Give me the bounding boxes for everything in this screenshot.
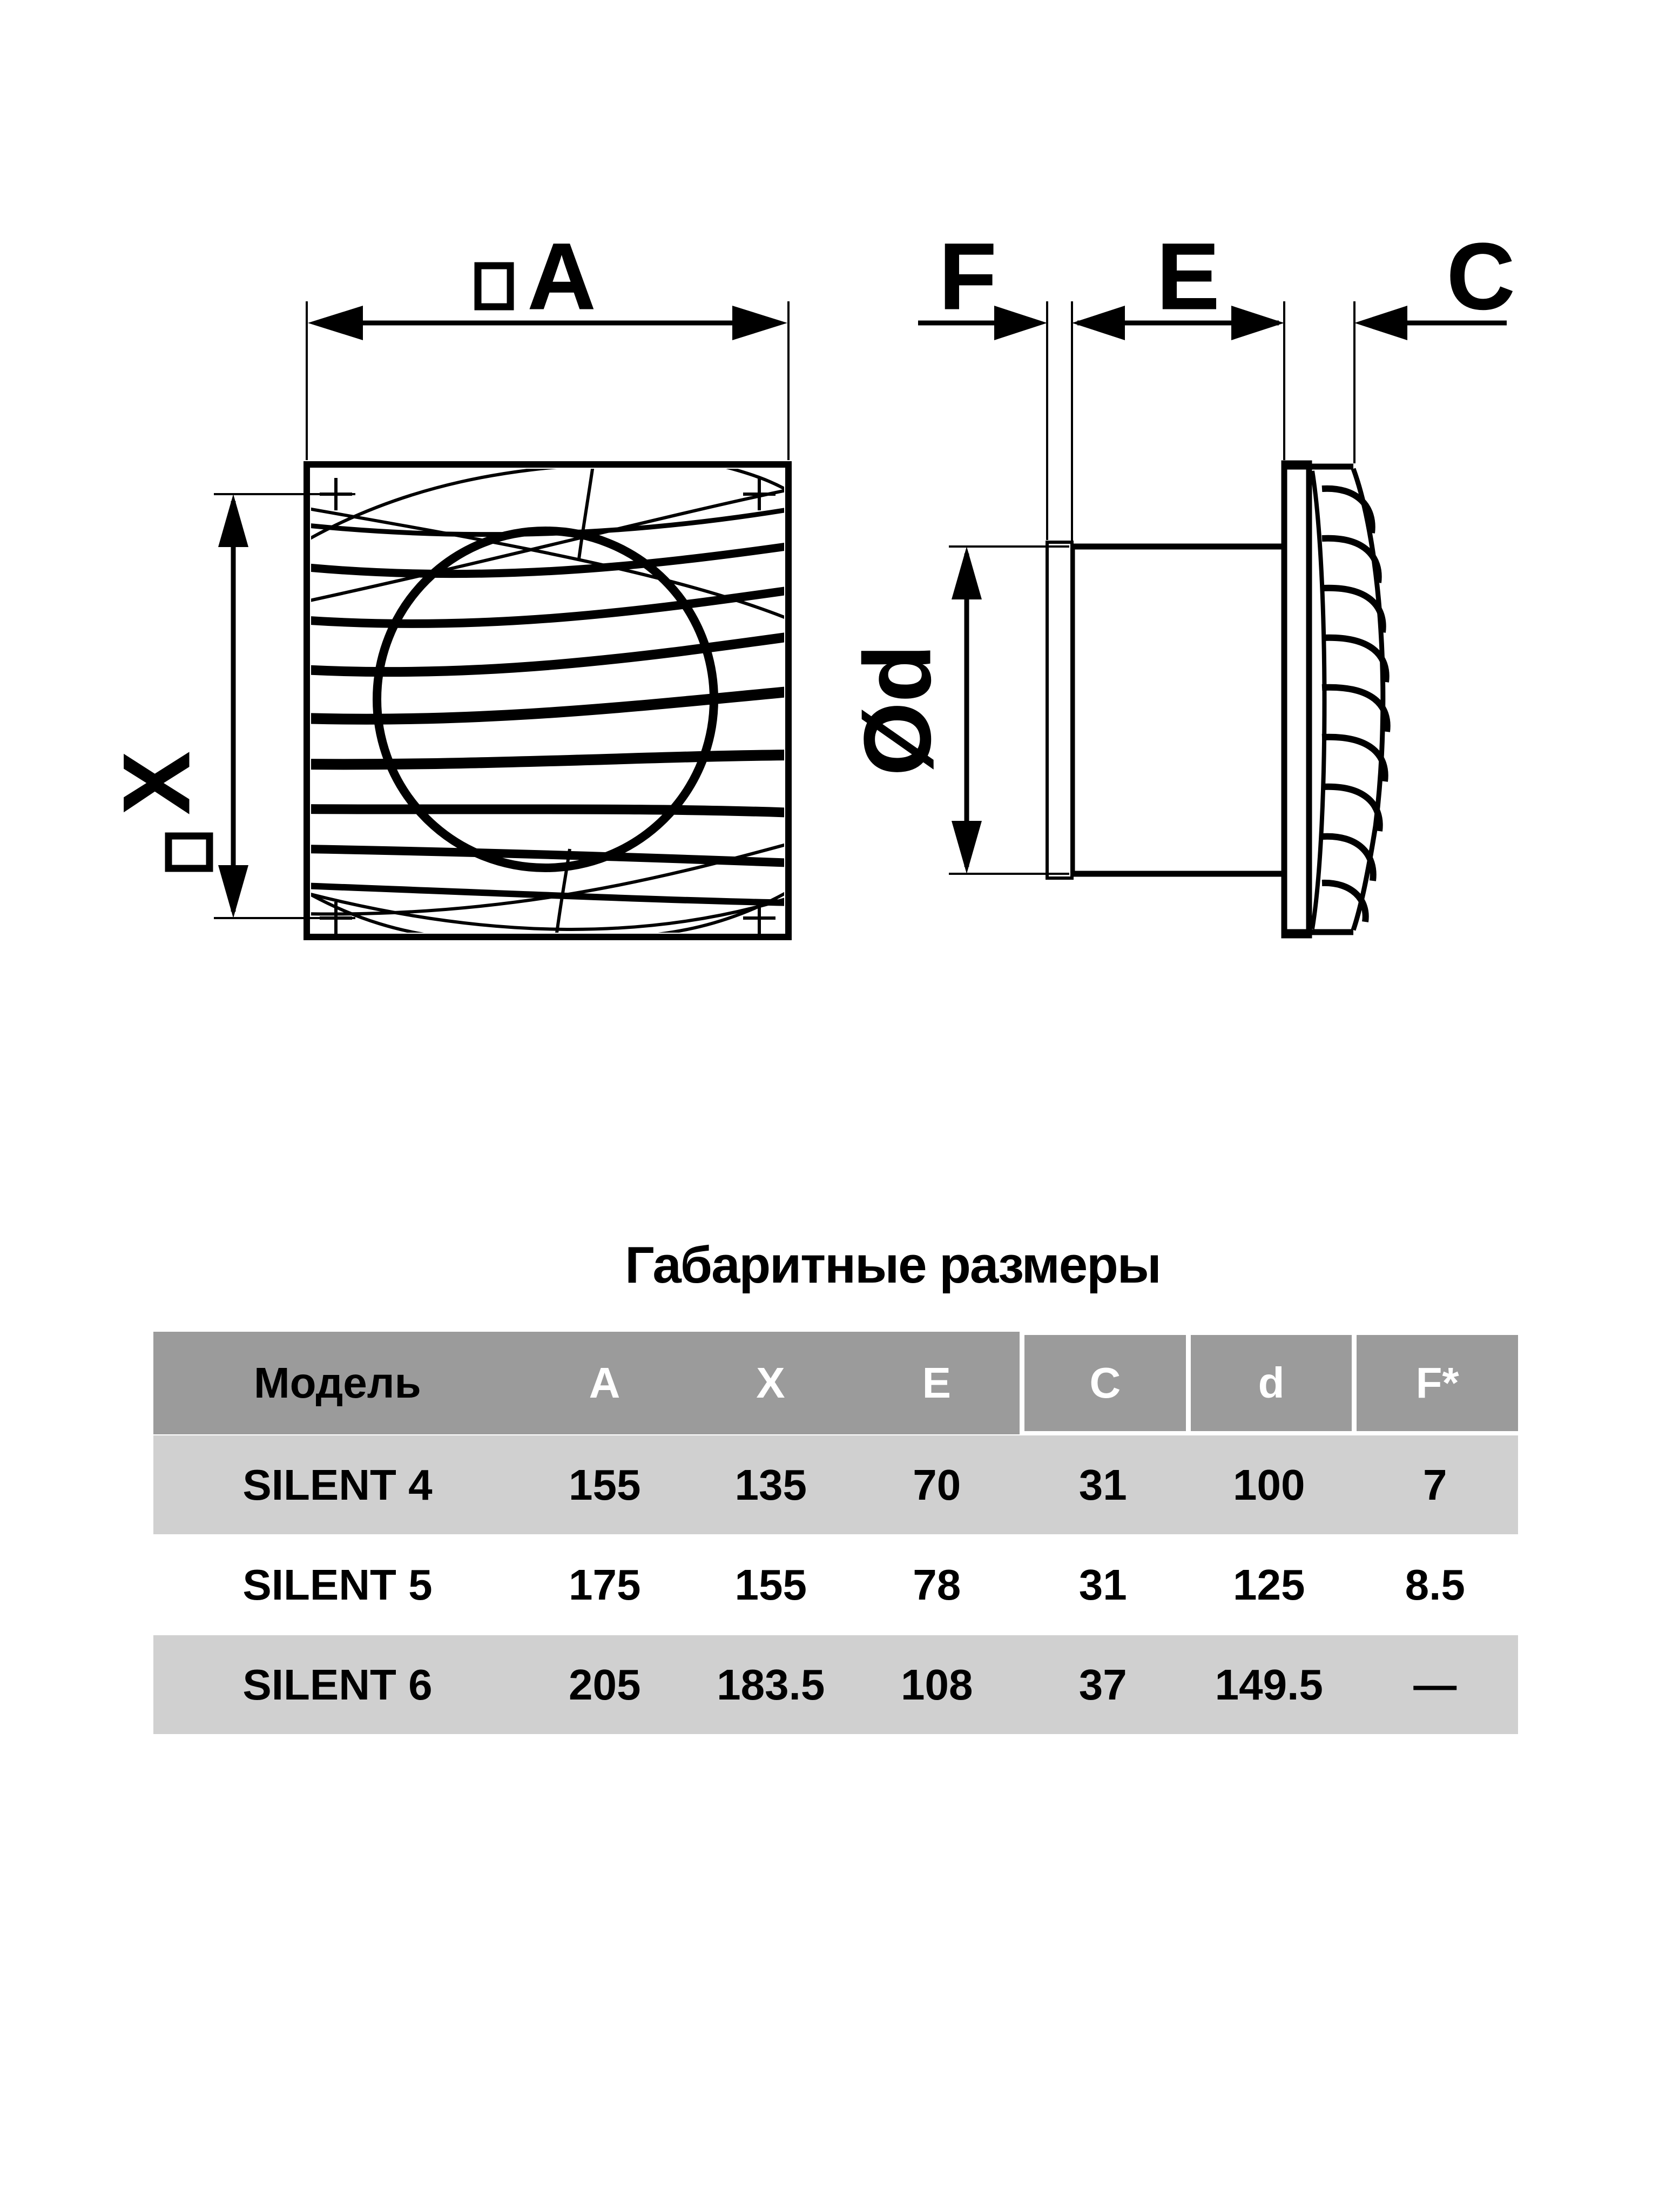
value-c: 31 [1078, 1560, 1127, 1609]
value-x: 135 [734, 1460, 807, 1509]
dim-label-c: C [1446, 224, 1515, 329]
value-a: 205 [569, 1660, 641, 1709]
table-header-main-block [153, 1332, 1020, 1434]
column-header-c: C [1024, 1335, 1186, 1431]
value-d: 149.5 [1215, 1660, 1323, 1709]
dimension-c [1354, 224, 1515, 463]
table-title: Габаритные размеры [625, 1236, 1161, 1294]
model-name: SILENT 5 [242, 1560, 433, 1609]
column-header-d: d [1191, 1335, 1352, 1431]
value-f: 7 [1423, 1460, 1447, 1509]
value-e: 78 [913, 1560, 961, 1609]
value-a: 155 [569, 1460, 641, 1509]
grille-fins [1322, 489, 1387, 922]
column-header-model: Модель [254, 1359, 421, 1407]
dim-label-x: X [104, 751, 210, 815]
value-a: 175 [569, 1560, 641, 1609]
column-header-a: A [589, 1359, 621, 1407]
value-x: 155 [734, 1560, 807, 1609]
value-e: 108 [901, 1660, 973, 1709]
dimension-a [307, 224, 788, 460]
table-row-silent4 [153, 1435, 1518, 1534]
table-header-row [153, 1332, 1518, 1434]
duct-body [1072, 547, 1284, 874]
column-header-x: X [756, 1359, 785, 1407]
model-name: SILENT 4 [242, 1460, 433, 1509]
column-header-e: E [922, 1359, 951, 1407]
dimensions-table [153, 1332, 1518, 1734]
value-d: 125 [1233, 1560, 1305, 1609]
value-f: — [1413, 1660, 1457, 1709]
value-e: 70 [913, 1460, 961, 1509]
mounting-mark-bottom-right [743, 902, 775, 934]
table-row-silent6 [153, 1635, 1518, 1734]
dim-label-f: F [939, 224, 997, 329]
mounting-plate [1284, 463, 1309, 935]
value-d: 100 [1233, 1460, 1305, 1509]
column-header-f: F* [1357, 1335, 1518, 1431]
square-symbol [478, 266, 510, 307]
model-name: SILENT 6 [242, 1660, 433, 1709]
value-x: 183.5 [717, 1660, 825, 1709]
front-view [302, 464, 794, 938]
side-view [1047, 463, 1387, 935]
value-c: 31 [1078, 1460, 1127, 1509]
dim-label-e: E [1156, 224, 1220, 329]
dimension-f [918, 224, 1072, 543]
dimension-d [845, 547, 1069, 874]
square-symbol [168, 836, 210, 868]
dim-label-a: A [527, 224, 596, 329]
duct-flange [1047, 542, 1072, 878]
dimension-e [1072, 224, 1284, 460]
dim-label-diameter: Ød [845, 644, 950, 776]
table-row-silent5 [153, 1535, 1518, 1634]
value-f: 8.5 [1405, 1560, 1465, 1609]
dimension-x [104, 494, 355, 918]
value-c: 37 [1078, 1660, 1127, 1709]
